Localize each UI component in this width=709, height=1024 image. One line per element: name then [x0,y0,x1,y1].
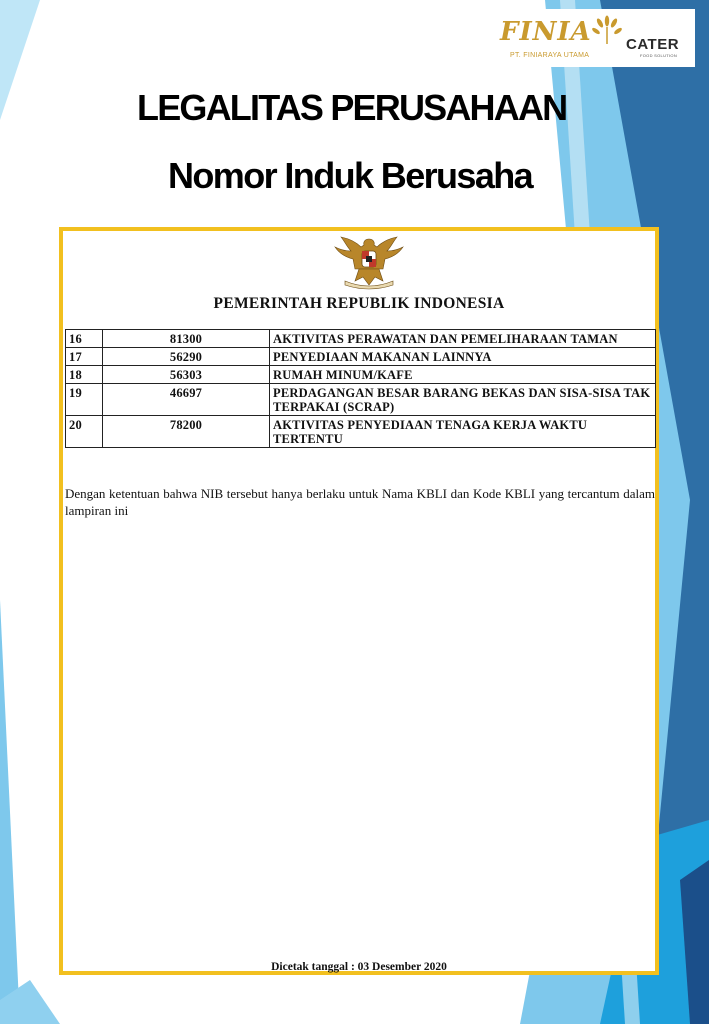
table-row [66,416,656,448]
logo-company-name: PT. FINIARAYA UTAMA [510,52,590,59]
kbli-code: 56290 [103,348,270,366]
logo-product: CATER [626,36,680,53]
garuda-pancasila-icon [331,233,407,291]
row-number: 17 [66,348,103,366]
company-logo [492,9,695,67]
kbli-name: AKTIVITAS PENYEDIAAN TENAGA KERJA WAKTU TERTENTU [270,416,656,448]
row-number: 20 [66,416,103,448]
table-row [66,348,656,366]
nib-document [59,227,659,975]
page-title: LEGALITAS PERUSAHAAN [137,87,567,128]
logo-tagline: FOOD SOLUTION [640,53,678,58]
validity-note: Dengan ketentuan bahwa NIB tersebut hanya berlaku untuk Nama KBLI dan Kode KBLI yang tercantum dalam lampiran ini [65,486,655,518]
row-number: 18 [66,366,103,384]
wheat-icon [590,15,624,45]
row-number: 19 [66,384,103,416]
logo-brand: FINIA [500,17,592,47]
kbli-code: 46697 [103,384,270,416]
row-number: 16 [66,330,103,348]
table-row [66,330,656,348]
print-date: Dicetak tanggal : 03 Desember 2020 [271,961,447,973]
kbli-code: 81300 [103,330,270,348]
government-heading: PEMERINTAH REPUBLIK INDONESIA [213,295,505,312]
kbli-table [65,329,656,448]
kbli-name: RUMAH MINUM/KAFE [270,366,656,384]
page-subtitle: Nomor Induk Berusaha [168,155,533,196]
table-row [66,366,656,384]
kbli-name: PERDAGANGAN BESAR BARANG BEKAS DAN SISA-SISA TAK TERPAKAI (SCRAP) [270,384,656,416]
kbli-code: 56303 [103,366,270,384]
kbli-name: AKTIVITAS PERAWATAN DAN PEMELIHARAAN TAMAN [270,330,656,348]
kbli-name: PENYEDIAAN MAKANAN LAINNYA [270,348,656,366]
kbli-code: 78200 [103,416,270,448]
table-row [66,384,656,416]
